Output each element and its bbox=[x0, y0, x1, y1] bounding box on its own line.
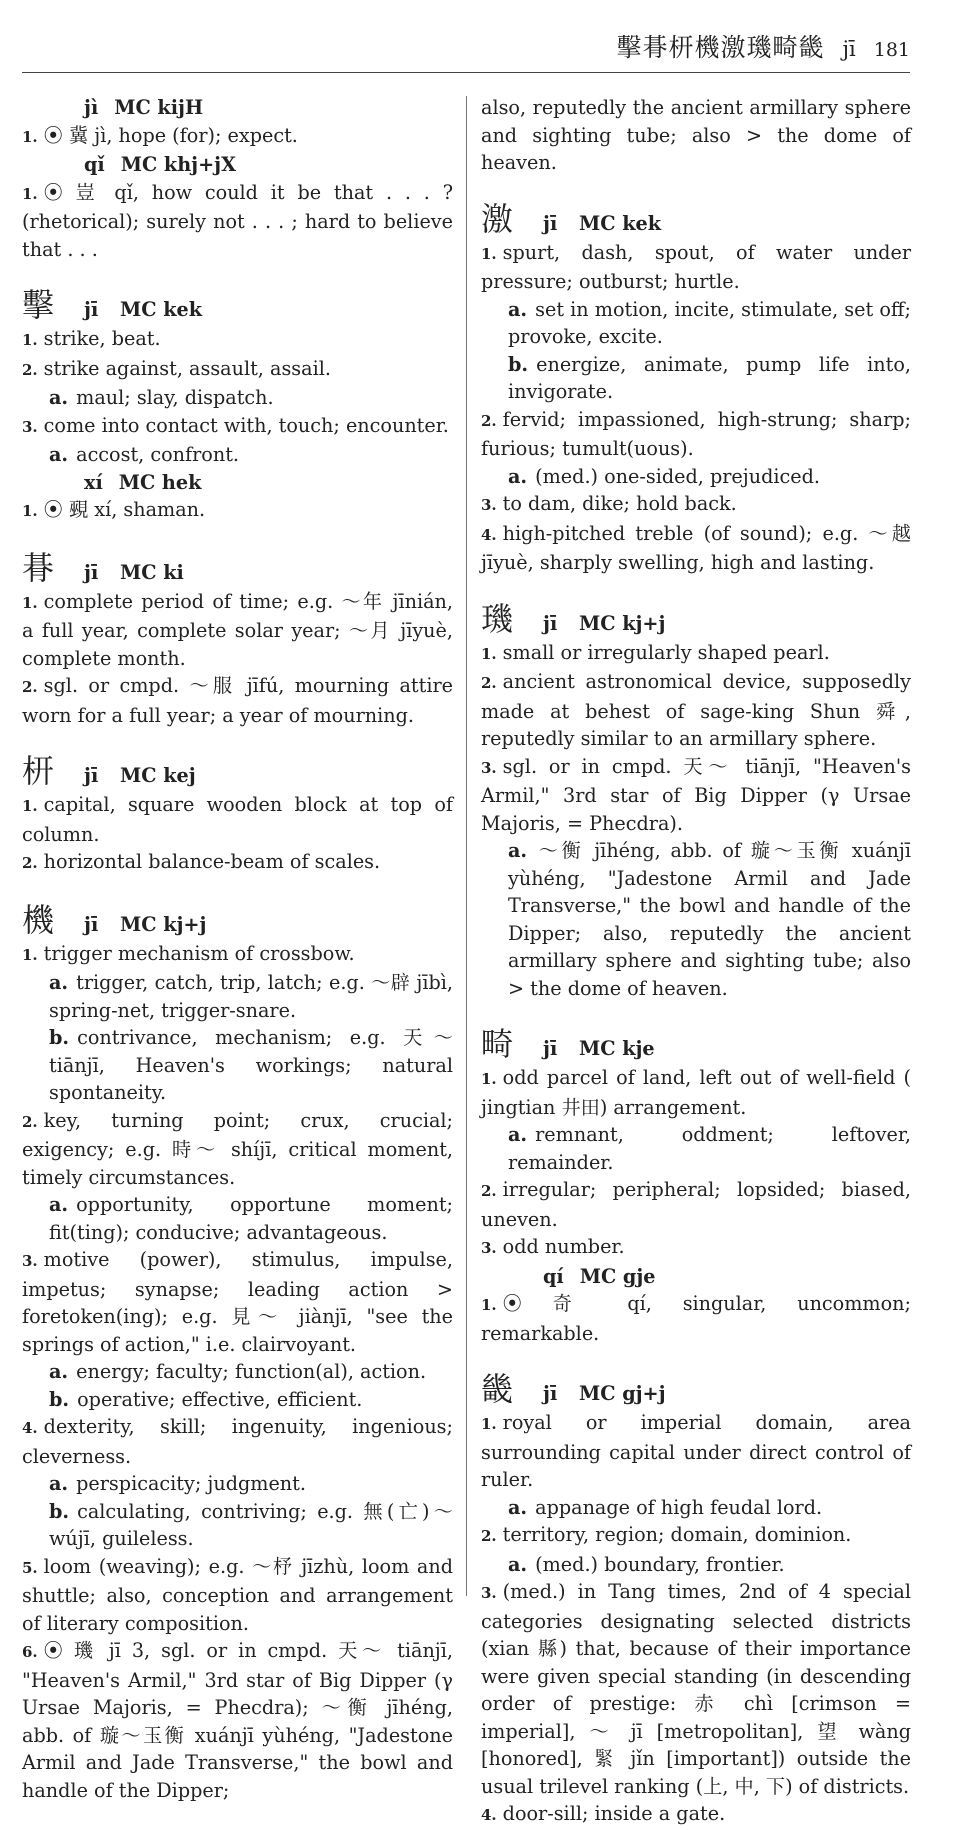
right-column bbox=[481, 94, 911, 1830]
head-character: 璣 bbox=[481, 599, 514, 638]
definition-text: ～衡 jīhéng, abb. of 璇～玉衡 xuánjī yùhéng, "Jadestone Armil and Jade Transverse," the bowl and handle of the Dipper; also, reputedly the ancient armillary sphere and sighting tube; also > the dome of heaven. bbox=[508, 839, 911, 1000]
definition-text: spurt, dash, spout, of water under pressure; outburst; hurtle. bbox=[481, 240, 911, 293]
head-character: 朞 bbox=[22, 548, 55, 587]
reading-mc: MC kijH bbox=[114, 96, 204, 119]
sense-number: 1. bbox=[22, 593, 38, 612]
pinyin: jī bbox=[543, 1382, 558, 1405]
definition-text: set in motion, incite, stimulate, set off; provoke, excite. bbox=[508, 297, 911, 348]
subsense bbox=[22, 441, 453, 469]
sense bbox=[481, 1290, 911, 1347]
definition-text: remnant, oddment; leftover, remainder. bbox=[508, 1123, 911, 1174]
subsense bbox=[481, 463, 911, 491]
definition-text: accost, confront. bbox=[76, 443, 240, 466]
subsense-label: a. bbox=[49, 443, 69, 466]
pinyin: jī bbox=[543, 211, 558, 235]
subsense-label: a. bbox=[508, 297, 528, 321]
definition-text: trigger, catch, trip, latch; e.g. ～辟 jībì, spring-net, trigger-snare. bbox=[49, 971, 453, 1022]
sense-number: 2. bbox=[481, 1182, 497, 1200]
entry-ji-strike bbox=[22, 285, 453, 526]
running-head-characters: 擊朞枅機激璣畸畿 bbox=[616, 33, 825, 62]
entry-ji-period bbox=[22, 548, 453, 730]
head-character: 激 bbox=[481, 199, 514, 238]
sense-number: 1. bbox=[22, 127, 38, 146]
sense bbox=[22, 1107, 453, 1192]
sense bbox=[22, 1637, 453, 1804]
sense-number: 3. bbox=[22, 417, 38, 436]
sense-number: 3. bbox=[481, 1584, 497, 1602]
sense bbox=[481, 668, 911, 753]
definition-text: odd parcel of land, left out of well-field ( jingtian 井田) arrangement. bbox=[481, 1066, 911, 1119]
definition-text: ancient astronomical device, supposedly made at behest of sage-king Shun 舜, reputedly similar to an armillary sphere. bbox=[481, 670, 911, 750]
sense-number: 2. bbox=[22, 854, 38, 872]
continued-text: also, reputedly the ancient armillary sphere and sighting tube; also > the dome of heaven. bbox=[481, 96, 911, 174]
sense bbox=[22, 940, 453, 970]
sense-number: 2. bbox=[481, 411, 497, 430]
sense bbox=[481, 490, 911, 520]
definition-text: appanage of high feudal lord. bbox=[535, 1495, 823, 1519]
subsense-label: a. bbox=[49, 1193, 69, 1216]
sense-number: 3. bbox=[22, 1252, 38, 1270]
sense-number: 1. bbox=[481, 1070, 497, 1088]
entry-ji-domain bbox=[481, 1369, 911, 1830]
sense bbox=[22, 1553, 453, 1638]
sense bbox=[481, 1064, 911, 1121]
subsense bbox=[22, 384, 453, 412]
subsense bbox=[481, 351, 911, 406]
definition-text: horizontal balance-beam of scales. bbox=[43, 850, 381, 873]
reading-head bbox=[22, 469, 453, 497]
head-mc: MC kek bbox=[120, 298, 202, 321]
sense-number: 2. bbox=[22, 678, 38, 696]
definition-text: motive (power), stimulus, impulse, impetus; synapse; leading action > foretoken(ing); e.g. 見～ jiànjī, "see the springs of action," i.e. clairvoyant. bbox=[22, 1248, 453, 1356]
head-character: 枅 bbox=[22, 752, 55, 790]
definition-text: dexterity, skill; ingenuity, ingenious; cleverness. bbox=[22, 1415, 453, 1468]
sense-number: 2. bbox=[481, 674, 497, 692]
subsense-label: a. bbox=[49, 1472, 69, 1495]
sense bbox=[481, 1521, 911, 1551]
subsense-label: a. bbox=[508, 1552, 528, 1576]
subsense-label: b. bbox=[508, 352, 529, 376]
definition-text: strike against, assault, assail. bbox=[43, 356, 331, 380]
pinyin: jī bbox=[84, 912, 99, 936]
head-character: 畸 bbox=[481, 1025, 514, 1063]
sense-number: 1. bbox=[22, 797, 38, 815]
sense bbox=[481, 520, 911, 577]
pinyin: jī bbox=[84, 560, 99, 584]
subsense-label: a. bbox=[49, 971, 69, 994]
definition-text: fervid; impassioned, high-strung; sharp; furious; tumult(uous). bbox=[481, 407, 911, 460]
subsense bbox=[481, 1551, 911, 1579]
sense-number: 1. bbox=[22, 945, 38, 964]
subsense-label: b. bbox=[49, 1499, 70, 1523]
sense bbox=[22, 588, 453, 673]
sense bbox=[22, 122, 453, 152]
definition-text: perspicacity; judgment. bbox=[76, 1472, 306, 1495]
subsense bbox=[481, 837, 911, 1002]
sense-number: 4. bbox=[481, 1806, 497, 1824]
entry-ji-capital bbox=[22, 751, 453, 878]
definition-text: opportunity, opportune moment; fit(ting); conducive; advantageous. bbox=[49, 1193, 453, 1244]
subsense bbox=[22, 1024, 453, 1107]
definition-text: strike, beat. bbox=[43, 327, 161, 350]
entry-head bbox=[22, 900, 453, 940]
definition-text: capital, square wooden block at top of column. bbox=[22, 793, 453, 846]
definition-text: ⦿ 璣 jī 3, sgl. or in cmpd. 天～ tiānjī, "Heaven's Armil," 3rd star of Big Dipper (γ Ursae Majoris, = Phecdra); ～衡 jīhéng, abb. of 璇～玉衡 xuánjī yùhéng, "Jadestone Armil and Jade Transverse," the bowl and handle of the Dipper; bbox=[22, 1639, 453, 1802]
head-character: 機 bbox=[22, 900, 55, 939]
reading-head bbox=[481, 1263, 911, 1291]
sense-number: 3. bbox=[481, 496, 497, 514]
pinyin: jī bbox=[84, 764, 99, 787]
middle-chinese: MC kej bbox=[120, 764, 196, 787]
sense-number: 1. bbox=[481, 1415, 497, 1433]
subsense bbox=[22, 1386, 453, 1414]
sense bbox=[22, 355, 453, 385]
entry-head bbox=[22, 751, 453, 791]
sense bbox=[22, 791, 453, 848]
sense-number: 3. bbox=[481, 758, 497, 777]
running-head bbox=[616, 28, 910, 64]
sense-number: 1. bbox=[22, 331, 38, 349]
definition-text: irregular; peripheral; lopsided; biased, uneven. bbox=[481, 1178, 911, 1231]
entry-head bbox=[481, 199, 911, 239]
reading-mc: MC khj+jX bbox=[120, 153, 237, 176]
sense bbox=[22, 848, 453, 878]
pinyin: jī bbox=[543, 611, 558, 635]
reading-head bbox=[22, 94, 453, 122]
middle-chinese: MC kek bbox=[579, 211, 661, 235]
reading-head bbox=[22, 151, 453, 179]
entry-head bbox=[481, 1369, 911, 1409]
entry-head bbox=[481, 599, 911, 639]
middle-chinese: MC ki bbox=[120, 560, 184, 584]
reading-pinyin: qǐ bbox=[84, 153, 105, 176]
middle-chinese: MC kje bbox=[579, 1037, 655, 1060]
head-pinyin: jī bbox=[84, 298, 99, 321]
page-number: 181 bbox=[873, 39, 910, 61]
definition-text: sgl. or in cmpd. 天～ tiānjī, "Heaven's Armil," 3rd star of Big Dipper (γ Ursae Majoris, = Phecdra). bbox=[481, 754, 911, 835]
sense-text: ⦿ 豈 qǐ, how could it be that . . . ? (rhetorical); surely not . . . ; hard to believe that . . . bbox=[22, 180, 453, 261]
head-character: 畿 bbox=[481, 1370, 514, 1408]
sense bbox=[481, 1578, 911, 1800]
subsense bbox=[481, 296, 911, 351]
sense-number: 4. bbox=[22, 1419, 38, 1437]
page-header bbox=[22, 22, 910, 73]
pinyin: qí bbox=[543, 1264, 564, 1288]
subsense-label: b. bbox=[49, 1387, 70, 1411]
sense-number: 1. bbox=[22, 184, 38, 203]
sense bbox=[481, 639, 911, 669]
entry-head bbox=[22, 285, 453, 325]
sense-number: 3. bbox=[481, 1239, 497, 1257]
middle-chinese: MC hek bbox=[118, 470, 202, 494]
sense-text: ⦿ 冀 jì, hope (for); expect. bbox=[43, 123, 298, 147]
middle-chinese: MC kj+j bbox=[120, 912, 207, 936]
definition-text: loom (weaving); e.g. ～杼 jīzhù, loom and shuttle; also, conception and arrangement of literary composition. bbox=[22, 1554, 453, 1635]
sense-number: 2. bbox=[22, 1112, 38, 1131]
subsense bbox=[481, 1494, 911, 1522]
definition-text: energize, animate, pump life into, invigorate. bbox=[508, 352, 911, 403]
subsense-label: a. bbox=[49, 386, 69, 409]
pinyin: jī bbox=[543, 1037, 558, 1060]
entry-head bbox=[481, 1024, 911, 1064]
definition-text: ⦿ 奇 qí, singular, uncommon; remarkable. bbox=[481, 1292, 911, 1345]
subsense bbox=[22, 1191, 453, 1246]
definition-text: complete period of time; e.g. ～年 jīnián, a full year, complete solar year; ～月 jīyuè, complete month. bbox=[22, 589, 453, 670]
sense bbox=[22, 412, 453, 442]
sense bbox=[22, 496, 453, 526]
subsense-label: a. bbox=[508, 1495, 528, 1519]
sense-number: 1. bbox=[22, 502, 38, 520]
sense-number: 1. bbox=[481, 244, 497, 263]
sense bbox=[22, 672, 453, 729]
definition-text: key, turning point; crux, crucial; exigency; e.g. 時～ shíjī, critical moment, timely circumstances. bbox=[22, 1108, 453, 1189]
definition-text: ⦿ 覡 xí, shaman. bbox=[43, 498, 206, 521]
sense-number: 1. bbox=[481, 644, 497, 663]
sense-number: 2. bbox=[481, 1527, 497, 1545]
definition-text: contrivance, mechanism; e.g. 天～ tiānjī, Heaven's workings; natural spontaneity. bbox=[49, 1026, 453, 1104]
definition-text: door-sill; inside a gate. bbox=[502, 1802, 726, 1825]
sense bbox=[481, 1176, 911, 1233]
sense bbox=[481, 1800, 911, 1830]
sense-number: 2. bbox=[22, 360, 38, 379]
sense-number: 6. bbox=[22, 1643, 38, 1661]
subsense bbox=[22, 969, 453, 1024]
sense bbox=[481, 239, 911, 296]
entry-ji-spurt bbox=[481, 199, 911, 577]
subsense-label: a. bbox=[508, 839, 528, 862]
sense bbox=[481, 1409, 911, 1494]
definition-text: odd number. bbox=[502, 1235, 625, 1258]
subsense-label: b. bbox=[49, 1026, 70, 1049]
definition-text: calculating, contriving; e.g. 無(亡)～ wújī, guileless. bbox=[49, 1499, 453, 1550]
left-column bbox=[22, 94, 453, 1804]
running-head-pinyin: jī bbox=[842, 37, 856, 61]
definition-text: to dam, dike; hold back. bbox=[502, 492, 737, 515]
sense-number: 1. bbox=[481, 1296, 497, 1314]
subsense bbox=[22, 1358, 453, 1386]
reading-pinyin: jì bbox=[84, 96, 99, 119]
definition-text: high-pitched treble (of sound); e.g. ～越 jīyuè, sharply swelling, high and lasting. bbox=[481, 521, 911, 574]
entry-ji-odd-land bbox=[481, 1024, 911, 1347]
subsense-label: a. bbox=[508, 464, 528, 488]
definition-text: small or irregularly shaped pearl. bbox=[502, 640, 830, 664]
middle-chinese: MC gj+j bbox=[579, 1382, 666, 1405]
definition-text: maul; slay, dispatch. bbox=[76, 386, 274, 409]
sense bbox=[22, 1246, 453, 1358]
subsense bbox=[22, 1498, 453, 1553]
definition-text: (med.) one-sided, prejudiced. bbox=[535, 464, 820, 488]
entry-ji-mechanism bbox=[22, 900, 453, 1805]
sense bbox=[481, 753, 911, 838]
definition-text: operative; effective, efficient. bbox=[77, 1387, 363, 1411]
middle-chinese: MC kj+j bbox=[579, 611, 666, 635]
definition-text: sgl. or cmpd. ～服 jīfú, mourning attire worn for a full year; a year of mourning. bbox=[22, 674, 453, 727]
definition-text: energy; faculty; function(al), action. bbox=[76, 1360, 427, 1383]
definition-text: come into contact with, touch; encounter. bbox=[43, 413, 449, 437]
sense-number: 4. bbox=[481, 525, 497, 544]
subsense-label: a. bbox=[49, 1360, 69, 1383]
subsense bbox=[481, 1121, 911, 1176]
head-character: 擊 bbox=[22, 286, 55, 324]
sense bbox=[481, 406, 911, 463]
definition-text: royal or imperial domain, area surrounding capital under direct control of ruler. bbox=[481, 1411, 911, 1491]
definition-text: territory, region; domain, dominion. bbox=[502, 1523, 852, 1546]
sense-number: 5. bbox=[22, 1558, 38, 1577]
column-divider bbox=[466, 96, 467, 1596]
sense bbox=[22, 1413, 453, 1470]
middle-chinese: MC gje bbox=[579, 1264, 656, 1288]
definition-text: (med.) in Tang times, 2nd of 4 special categories designating selected districts (xian 縣) that, because of their importance were given special standing (in descending order of prestige: 赤 chì [crimson = imperial], ～ jī [metropolitan], 望 wàng [honored], 緊 jǐn [important]) outside the usual trilevel ranking (上, 中, 下) of districts. bbox=[481, 1580, 911, 1798]
subsense bbox=[22, 1470, 453, 1498]
pinyin: xí bbox=[84, 470, 103, 494]
sense bbox=[22, 325, 453, 355]
sense bbox=[22, 179, 453, 264]
subsense-label: a. bbox=[508, 1123, 528, 1146]
definition-text: (med.) boundary, frontier. bbox=[535, 1552, 785, 1576]
entry-ji-pearl bbox=[481, 599, 911, 1003]
entry-head bbox=[22, 548, 453, 588]
definition-text: trigger mechanism of crossbow. bbox=[43, 941, 355, 965]
sense bbox=[481, 1233, 911, 1263]
